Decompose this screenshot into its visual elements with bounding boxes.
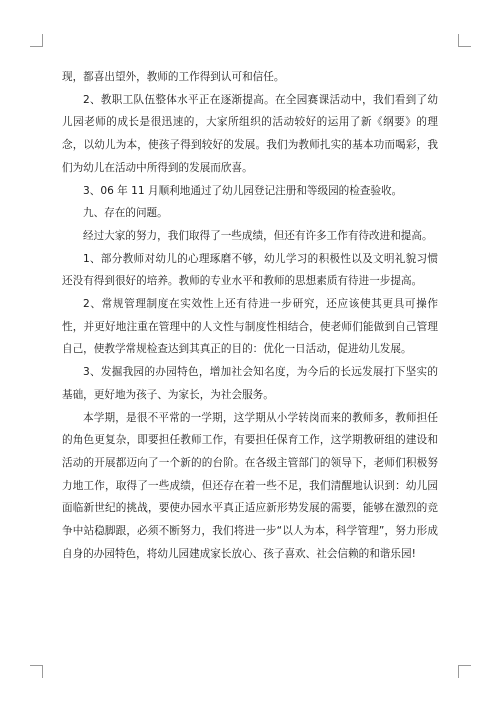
section-heading-problems: 九、存在的问题。 <box>83 207 168 220</box>
crop-mark-top-right <box>458 34 471 47</box>
crop-mark-bottom-right <box>458 665 471 678</box>
crop-mark-top-left <box>30 34 43 47</box>
paragraph-problem-3: 3、发掘我园的办园特色，增加社会知名度，为今后的长远发展打下坚实的基础，更好地为孩子、为家长，为社会服务。 <box>62 366 438 401</box>
paragraph-problem-1: 1、部分教师对幼儿的心理琢磨不够，幼儿学习的积极性以及文明礼貌习惯还没有得到很好的培养。教师的专业水平和教师的思想素质有待进一步提高。 <box>62 252 438 288</box>
paragraph-intro-problems: 经过大家的努力，我们取得了一些成绩，但还有许多工作有待改进和提高。 <box>83 229 433 242</box>
crop-mark-bottom-left <box>30 665 43 678</box>
paragraph-registration: 3、06 年 11 月顺利地通过了幼儿园登记注册和等级园的检查验收。 <box>83 184 403 197</box>
paragraph-problem-2: 2、常规管理制度在实效性上还有待进一步研究，还应该使其更具可操作性，并更好地注重在管理中的人文性与制度性相结合，使老师们能做到自己管理自己，使教学常规检查达到其真正的目的：优化一日活动，促进幼儿发展。 <box>62 298 438 356</box>
paragraph-staff-level: 2、教职工队伍整体水平正在逐渐提高。在全园赛课活动中，我们看到了幼儿园老师的成长是很迅速的，大家所组织的活动较好的运用了新《纲要》的理念，以幼儿为本，使孩子得到较好的发展。我们为教师扎实的基本功而喝彩，我们为幼儿在活动中所得到的发展而欣喜。 <box>62 93 438 174</box>
paragraph-summary: 本学期，是很不平常的一学期，这学期从小学转岗而来的教师多，教师担任的角色更复杂，即要担任教师工作，有要担任保育工作，这学期教研组的建设和活动的开展都迈向了一个新的的台阶。在各级主管部门的领导下，老师们积极努力地工作，取得了一些成绩，但还存在着一些不足，我们清醒地认识到：幼儿园面临新世纪的挑战，要使办园水平真正适应新形势发展的需要，能够在激烈的竞争中站稳脚跟，必须不断努力，我们将进一步“以人为本，科学管理”，努力形成自身的办园特色，将幼儿园建成家长放心、孩子喜欢、社会信赖的和谐乐园! <box>62 411 438 560</box>
document-body <box>62 66 438 565</box>
paragraph-continuation: 现，都喜出望外，教师的工作得到认可和信任。 <box>62 71 285 83</box>
